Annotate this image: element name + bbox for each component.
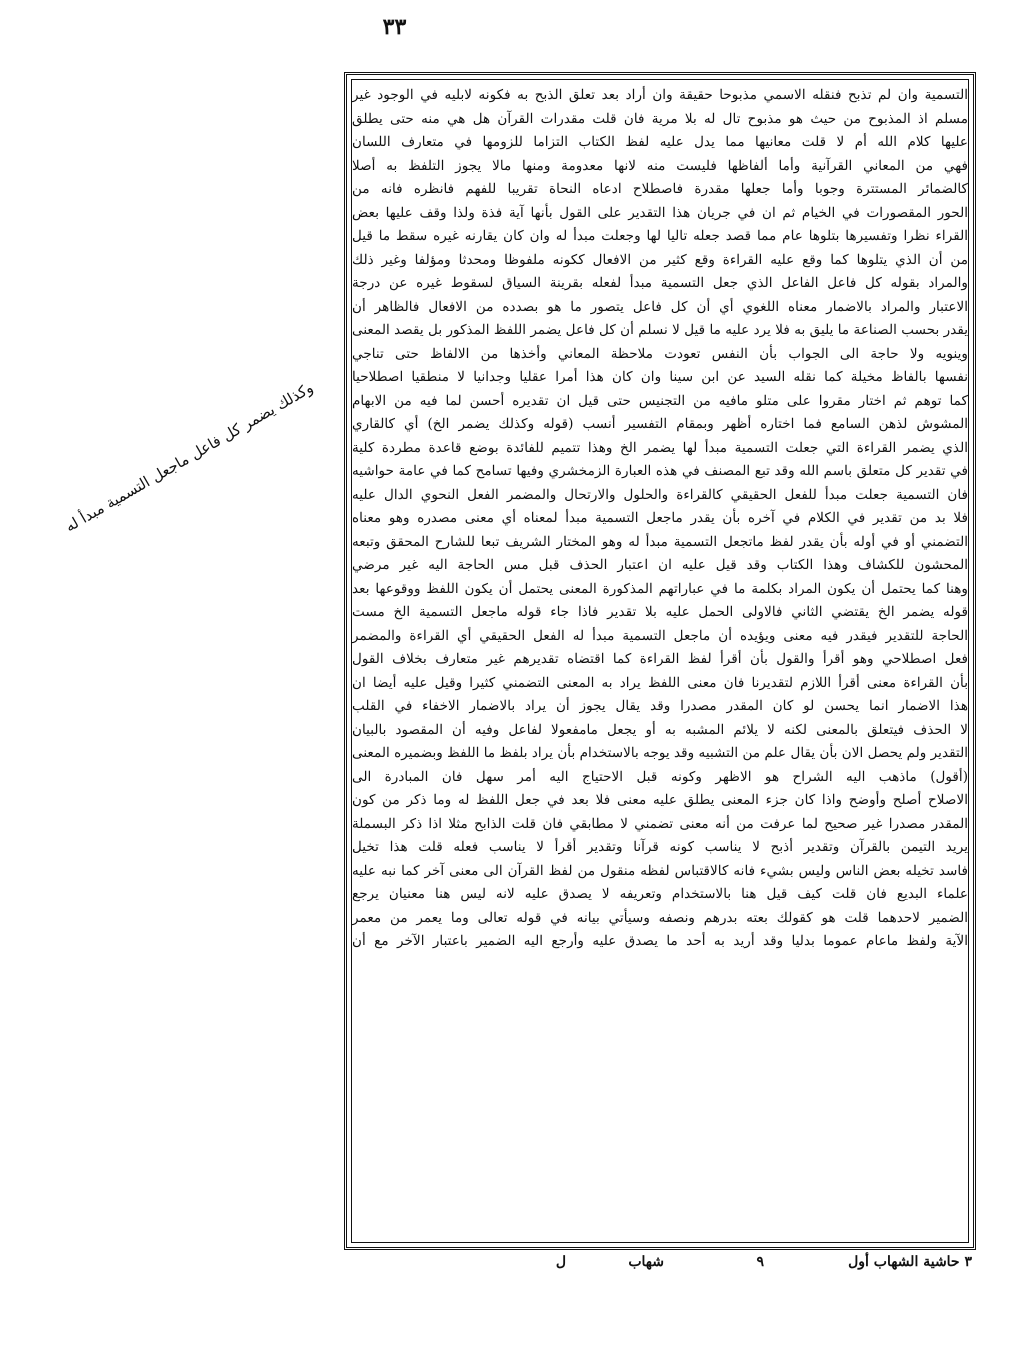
footer-sheet-number: ٩ [756,1254,764,1270]
text-line: (أقول) ماذهب اليه الشراح هو الاظهر وكونه قبل الاحتياج اليه أمر سهل فان المبادرة الى [352,768,968,785]
text-line: في تقدير كل متعلق باسم الله وقد تبع المصنف في هذه العبارة الزمخشري وفيها تسامح كما في عامة حواشيه [352,463,968,479]
page-number: ٣٣ [382,14,407,40]
text-line: فاسد تخيله بعض الناس وليس بشيء فانه كالاقتباس لفظه منقول من لفظ القرآن الى معنى آخر كما نبه عليه [352,862,968,879]
text-line: الحاجة للتقدير فيقدر فيه معنى ويؤيده أن ماجعل التسمية مبدأ له الفعل الحقيقي أي القراءة والمضمر [352,627,968,644]
text-line: هذا الاضمار انما يحسن لو كان المقدر مصدرا وقد يقال يجوز أن يراد بالاضمار الاخفاء في القلب [352,698,968,714]
text-line: المحشون للكشاف وهذا الكتاب وقد قيل عليه ان اعتبار الحذف قبل مس الحاجة اليه غير مرضي [352,557,968,573]
text-line: عليها كلام الله أم لا قلت معانيها مما يدل عليه لفظ الكتاب التزاما للزومها في متعارف اللسان [352,134,968,150]
text-line: المشوش لذهن السامع فما اختاره أظهر وبمقام التفسير أنسب (قوله وكذلك يضمر الخ) أي كالقاري [352,416,968,432]
text-line: بأن القراءة معنى أقرأ اللازم لتقديرنا فان معنى اللفظ يراد به المعنى التضمني كثيرا وقيل عليه أيضا ان [352,674,968,691]
text-line: نفسها بالفاظ مخيلة كما نقله السيد عن ابن سينا وان كان هذا أمرا عقليا وجدانيا لا منطقيا اصطلاحيا [352,369,968,385]
text-line: الضمير لاحدهما قلت هو كقولك بعته بدرهم ونصفه وسيأتي بيانه في قوله تعالى وما يعمر من معمر [352,909,968,926]
footer-letter: ل [555,1254,566,1270]
text-line: من أن الذي يتلوها كما وقع عليه القراءة وقع كثير من الافعال ككونه ملفوظا ومحدثا ومؤلفا وغير ذلك [352,251,968,268]
text-line: فعل اصطلاحي وهو أقرأ والقول بأن أقرأ لفظ القراءة كما اقتضاه تقديرهم غير متعارف بخلاف القول [352,651,968,667]
footer-word: شهاب [628,1254,664,1270]
text-line: الاعتبار والمراد بالاضمار معناه اللغوي أي أن كل فاعل يتصور ما هو بصدده من الافعال فالظاهر أن [352,298,968,315]
text-line: مسلم اذ المذبوح من حيث هو مذبوح تال له بلا مرية فان قلت مقدرات القرآن هل هي منه حتى يطلق [352,110,968,127]
text-line: فهي من المعاني القرآنية وأما ألفاظها فليست منه لانها معدومة ومنها مالا يجوز التلفظ به أصلا [352,157,968,174]
text-line: فلا بد من تقدير في الكلام في آخره بأن يقدر ماجعل التسمية مبدأ لمعناه أي معنى مصدره وهو معناه [352,510,968,526]
text-line: وينويه ولا حاجة الى الجواب بأن النفس تعودت ملاحظة المعاني وأخذها من الالفاظ حتى تناجي [352,345,968,362]
text-line: يريد التيمن بالقرآن وتقدير أذبح لا يناسب كونه قرآنا وتقدير أقرأ لا يناسب فعله قلت هذا تخيل [352,839,968,855]
text-line: علماء البديع فان قلت كيف قيل هنا بالاستخدام وتعريفه لا يصدق عليه لانه ليس هنا معنيان يرجع [352,886,968,902]
text-line: الاصلاح أصلح وأوضح واذا كان جزء المعنى يطلق عليه معنى فلا بعد في جعل اللفظ له وما ذكر من كون [352,792,968,808]
text-line: التقدير ولم يحصل الان بأن يقال علم من التشبيه وقد يوجه بالاستخدام بأن يراد بلفظ ما اللفظ وبضميره المعنى [352,745,968,761]
margin-note: وكذلك يضمر كل فاعل ماجعل التسمية مبدأ له [62,378,317,536]
text-line: والمراد بقوله كل فاعل الفاعل الذي جعل التسمية مبدأ لفعله بقرينة السياق لسقوط غيره عن درجة [352,275,968,291]
text-line: لا الحذف فيتعلق بالمعنى لكنه لا يلائم المشبه به أو يجعل مامفعولا لفاعل وفيه أن المقصود بالبيان [352,721,968,738]
footer-signature: ٣ حاشية الشهاب أول [848,1254,972,1270]
text-line: التضمني أو في أوله بأن يقدر لفظ ماتجعل التسمية مبدأ له وهو المختار الشريف تبعا للشارح المحقق وتبعه [352,533,968,550]
text-line: وهنا كما يحتمل أن يكون المراد بكلمة ما في عباراتهم المذكورة المعنى يحتمل أن يكون اللفظ ووقوعها بعد [352,580,968,597]
text-line: الآية ولفظ ماعام عموما بدليا وقد أريد به أحد ما يصدق عليه وأرجع اليه الضمير باعتبار الآخر مع أن [352,933,968,949]
text-line: كما توهم ثم اختار مقروا على متلو مافيه من التجنيس حتى قيل ان تقديره أحسن لما فيه من الابهام [352,392,968,409]
text-line: الحور المقصورات في الخيام ثم ان في جريان هذا التقدير على القول بأنها آية فذة ولذا وقف عليها بعض [352,204,968,221]
page-footer [344,1250,976,1278]
text-body [352,84,968,1246]
text-line: قوله يضمر الخ يقتضي الثاني فالاولى الحمل عليه بلا تقدير فاذا جاء قوله ماجعل التسمية الخ مست [352,604,968,620]
text-line: المقدر مصدرا غير صحيح لما عرفت من أنه معنى تضمني لا مطابقي فان قلت الذابح مثلا اذا ذكر البسملة [352,815,968,832]
text-line: القراء نظرا وتفسيرها بتلوها عام مما قصد جعله تاليا لها وجعلت مبدأ له وان كان يقارنه غيره سقط ما قيل [352,228,968,244]
text-line: يقدر بحسب الصناعة ما يليق به فلا يرد عليه ما قيل لا نسلم أن كل فاعل يضمر اللفظ المذكور بل يقصد المعنى [352,322,968,338]
text-line: فان التسمية جعلت مبدأ للفعل الحقيقي كالقراءة والحلول والارتحال والمضمر الفعل النحوي الدال عليه [352,486,968,503]
text-line: الذي يضمر القراءة التي جعلت التسمية مبدأ لها يضمر الخ وهذا تتميم للفائدة بوضع قاعدة مطردة كلية [352,439,968,456]
text-line: كالضمائر المستترة وجوبا وأما جعلها مقدرة فاصطلاح ادعاه النحاة تقريبا للفهم فانظره فانه من [352,181,968,197]
text-line: التسمية وان لم تذبح فنقله الاسمي مذبوحا حقيقة وان أراد بعد تعلق الذبح به فكونه لابليه في الوجود غير [352,87,968,103]
